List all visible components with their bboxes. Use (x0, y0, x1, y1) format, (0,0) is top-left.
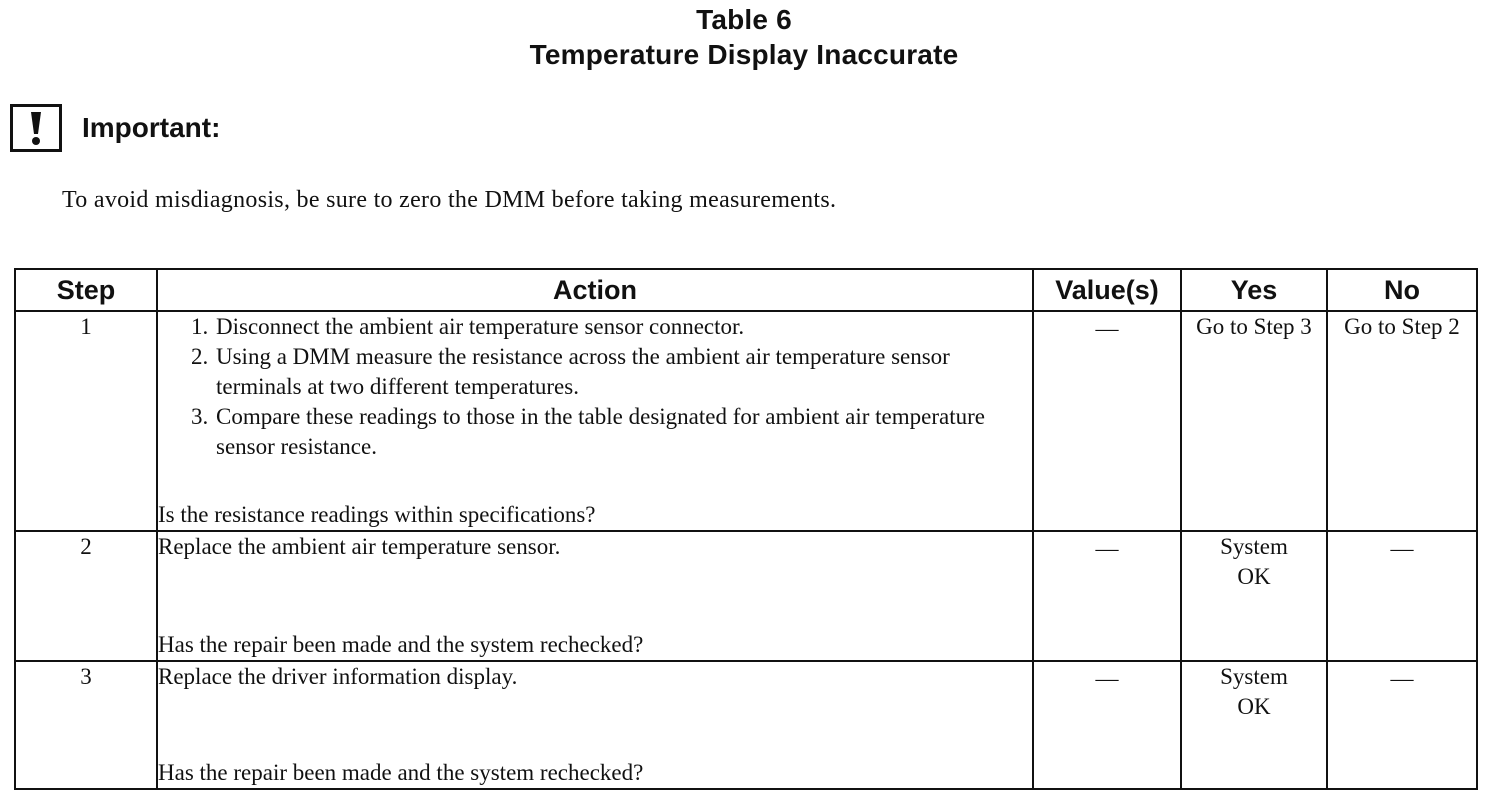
action-cell (157, 661, 1033, 789)
exclamation-box-icon (10, 104, 62, 152)
header-action: Action (157, 269, 1033, 311)
step-number: 2 (15, 531, 157, 661)
action-step-list (158, 312, 1032, 462)
table-row (15, 661, 1477, 789)
table-title: Table 6 (696, 4, 792, 35)
action-cell (157, 531, 1033, 661)
yes-cell: Go to Step 3 (1181, 311, 1327, 531)
value-cell: — (1033, 531, 1181, 661)
important-note: To avoid misdiagnosis, be sure to zero the DMM before taking measurements. (62, 187, 837, 213)
action-question: Is the resistance readings within specifications? (158, 502, 596, 527)
table-row (15, 531, 1477, 661)
yes-cell: System OK (1181, 531, 1327, 661)
no-cell: — (1327, 531, 1477, 661)
step-number: 1 (15, 311, 157, 531)
table-header-row (15, 269, 1477, 311)
table-row (15, 311, 1477, 531)
action-text: Replace the ambient air temperature sensor. (158, 534, 561, 559)
header-step: Step (15, 269, 157, 311)
value-cell: — (1033, 661, 1181, 789)
step-number: 3 (15, 661, 157, 789)
action-step: 1. Disconnect the ambient air temperature sensor connector. (214, 312, 1032, 342)
header-values: Value(s) (1033, 269, 1181, 311)
header-no: No (1327, 269, 1477, 311)
action-step: 3. Compare these readings to those in the table designated for ambient air temperature sensor resistance. (214, 402, 1032, 462)
action-cell (157, 311, 1033, 531)
action-question: Has the repair been made and the system rechecked? (158, 760, 644, 785)
action-text: Replace the driver information display. (158, 664, 518, 689)
value-cell: — (1033, 311, 1181, 531)
yes-cell: System OK (1181, 661, 1327, 789)
action-question: Has the repair been made and the system rechecked? (158, 632, 644, 657)
no-cell: Go to Step 2 (1327, 311, 1477, 531)
diagnostic-table (14, 268, 1478, 790)
no-cell: — (1327, 661, 1477, 789)
header-yes: Yes (1181, 269, 1327, 311)
action-step: 2. Using a DMM measure the resistance across the ambient air temperature sensor terminals at two different temperatures. (214, 342, 1032, 402)
important-label: Important: (82, 112, 221, 143)
table-subtitle: Temperature Display Inaccurate (529, 39, 959, 70)
